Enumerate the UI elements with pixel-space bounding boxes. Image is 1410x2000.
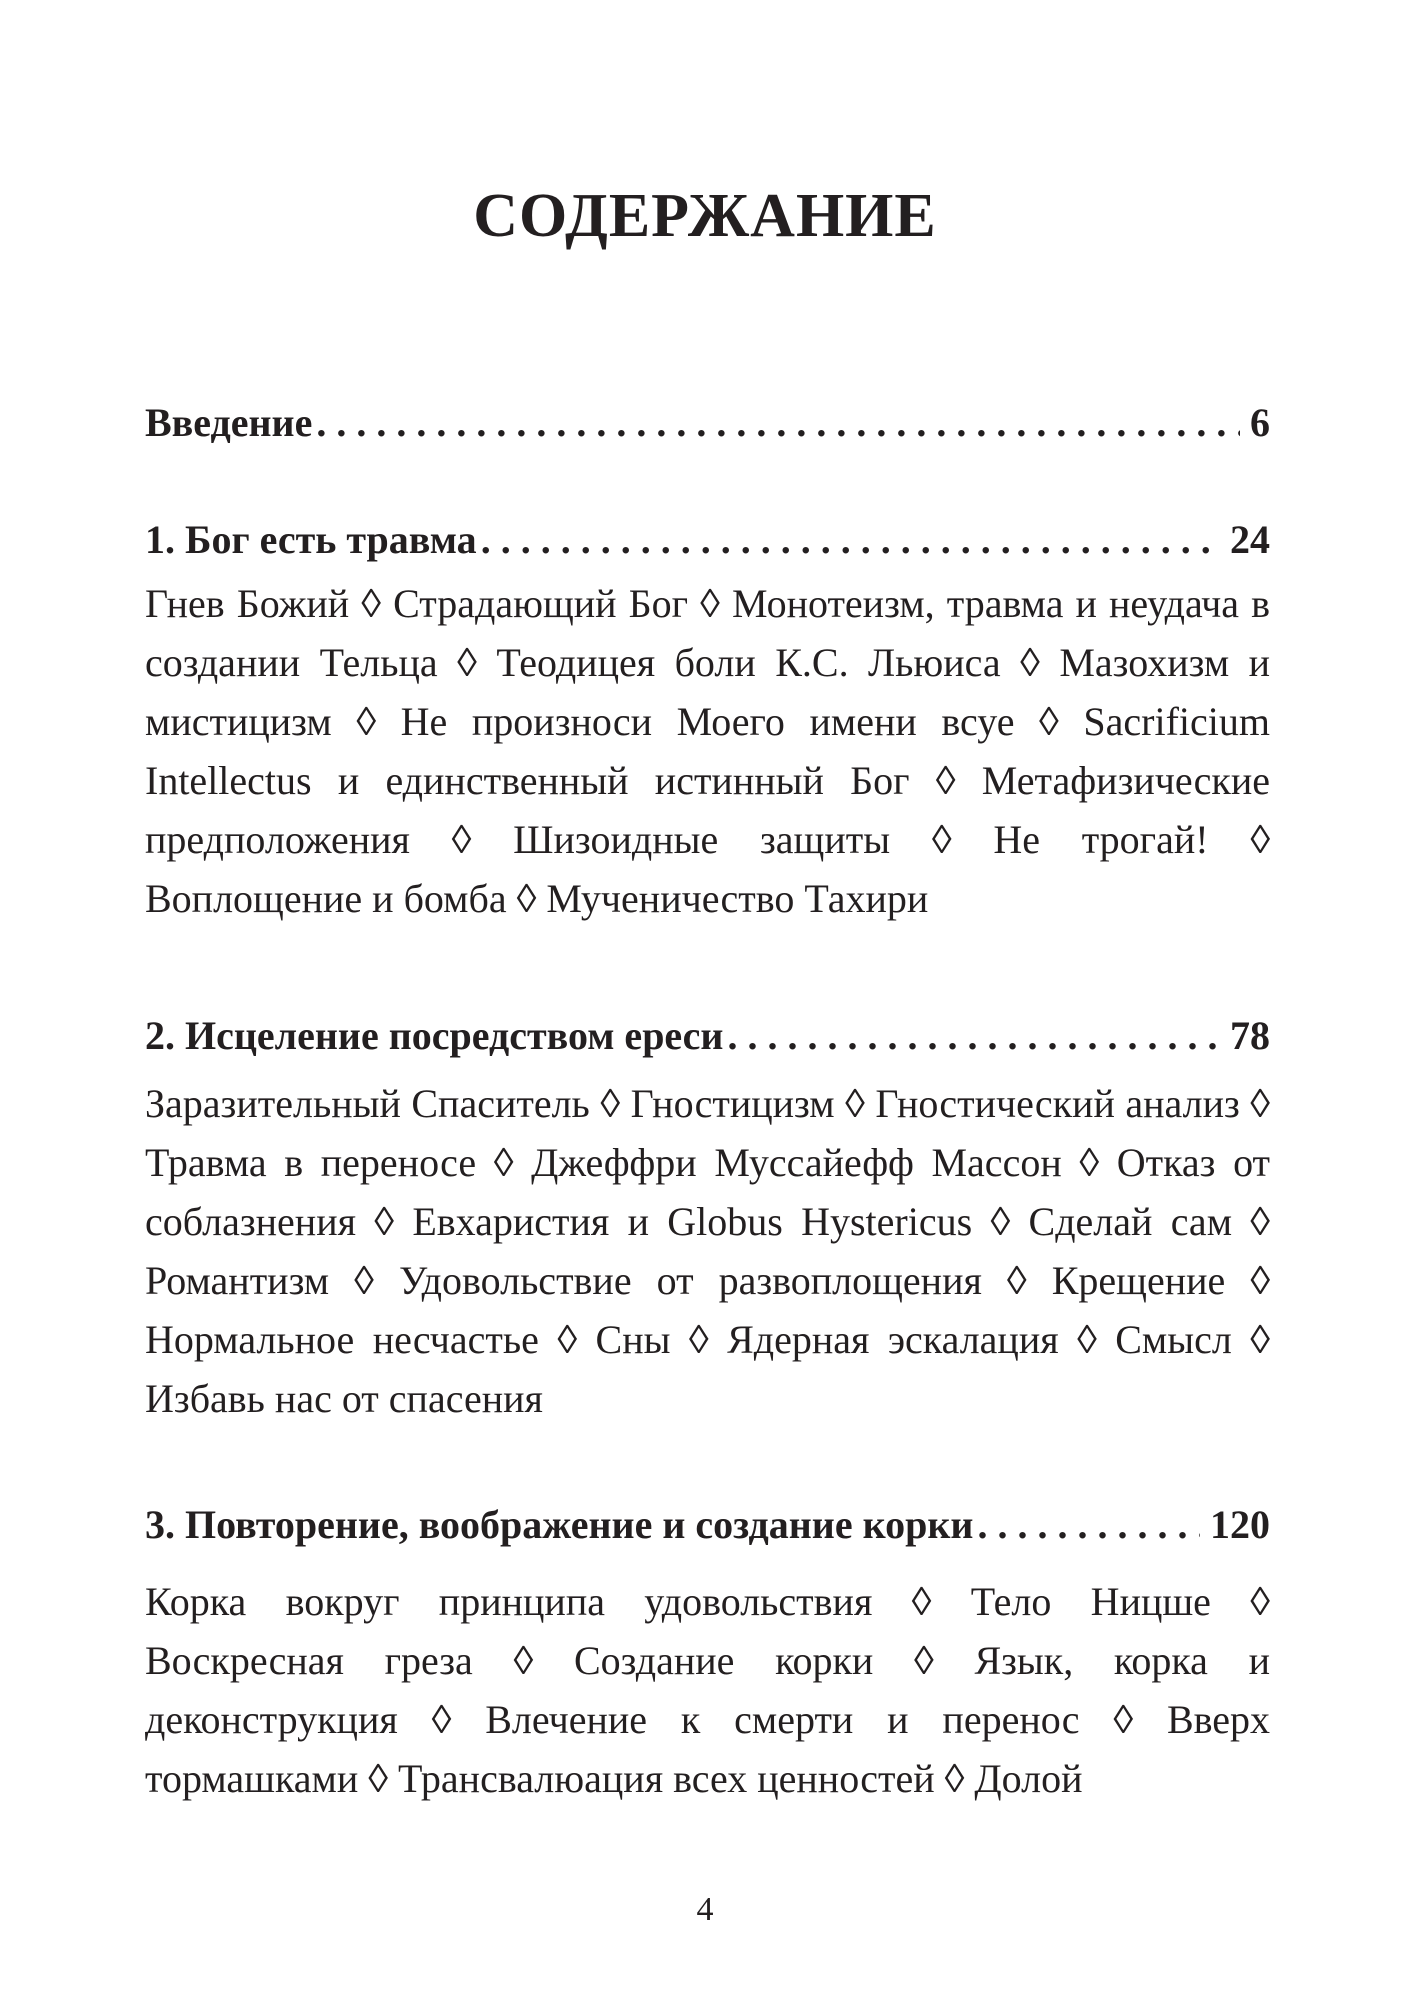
diamond-separator-icon: ◊ [368, 1756, 389, 1801]
toc-subtopic: Шизоидные защиты [513, 817, 891, 862]
diamond-separator-icon: ◊ [431, 1697, 452, 1742]
diamond-separator-icon: ◊ [1020, 640, 1040, 685]
toc-subtopic: Корка вокруг принципа удовольствия [145, 1579, 873, 1624]
diamond-separator-icon: ◊ [931, 817, 952, 862]
toc-entry-chapter-3 [145, 1497, 1270, 1553]
toc-subtopic: Гнев Божий [145, 581, 350, 626]
diamond-separator-icon: ◊ [1039, 699, 1059, 744]
diamond-separator-icon: ◊ [911, 1579, 932, 1624]
diamond-separator-icon: ◊ [1006, 1258, 1027, 1303]
toc-subtopic: Тело Ницше [970, 1579, 1211, 1624]
toc-subtopic: Sacrificium Intellectus и единственный истинный Бог [145, 699, 1271, 803]
diamond-separator-icon: ◊ [1250, 1258, 1271, 1303]
diamond-separator-icon: ◊ [944, 1756, 965, 1801]
diamond-separator-icon: ◊ [914, 1638, 934, 1683]
toc-subtopic: Метафизические предположения [145, 758, 1270, 862]
toc-subtopic: Создание корки [573, 1638, 874, 1683]
toc-subtopic: Гностицизм [630, 1081, 835, 1126]
toc-subtopic: Джеффри Муссайефф Массон [531, 1140, 1062, 1185]
toc-subtopic: Отказ от соблазнения [145, 1140, 1271, 1244]
toc-subtopic: Вверх тормашками [145, 1697, 1271, 1801]
toc-subtopic: Монотеизм, травма и неудача в создании Тельца [145, 581, 1271, 685]
toc-entry-introduction [145, 395, 1270, 451]
toc-subtopic: Избавь нас от спасения [145, 1376, 543, 1421]
diamond-separator-icon: ◊ [700, 581, 720, 626]
diamond-separator-icon: ◊ [935, 758, 956, 803]
diamond-separator-icon: ◊ [513, 1638, 534, 1683]
toc-subtopics-chapter-2 [145, 1074, 1270, 1428]
diamond-separator-icon: ◊ [1250, 1579, 1271, 1624]
toc-subtopic: Евхаристия и Globus Hystericus [412, 1199, 973, 1244]
diamond-separator-icon: ◊ [493, 1140, 514, 1185]
toc-subtopic: Удовольствие от развоплощения [398, 1258, 982, 1303]
toc-entry-label: 2. Исцеление посредством ереси [145, 1013, 724, 1058]
diamond-separator-icon: ◊ [354, 1258, 374, 1303]
toc-subtopic: Мазохизм и мистицизм [145, 640, 1271, 744]
dot-leader [477, 512, 1220, 568]
toc-subtopic: Смысл [1115, 1317, 1232, 1362]
dot-leader [973, 1497, 1200, 1553]
toc-entry-label: Введение [145, 400, 313, 445]
diamond-separator-icon: ◊ [1077, 1317, 1097, 1362]
toc-subtopic: Заразительный Спаситель [145, 1081, 590, 1126]
toc-subtopic: Ядерная эскалация [727, 1317, 1059, 1362]
diamond-separator-icon: ◊ [688, 1317, 709, 1362]
toc-subtopic: Язык, корка и деконструкция [145, 1638, 1270, 1742]
dot-leader [312, 395, 1240, 451]
toc-subtopic: Долой [974, 1756, 1083, 1801]
diamond-separator-icon: ◊ [990, 1199, 1011, 1244]
toc-entry-page: 120 [1210, 1502, 1270, 1547]
toc-entry-page: 24 [1230, 517, 1270, 562]
diamond-separator-icon: ◊ [1079, 1140, 1100, 1185]
toc-subtopic: Не произноси Моего имени всуе [400, 699, 1015, 744]
toc-entry-page: 78 [1230, 1013, 1270, 1058]
toc-subtopic: Крещение [1051, 1258, 1226, 1303]
diamond-separator-icon: ◊ [361, 581, 382, 626]
diamond-separator-icon: ◊ [356, 699, 377, 744]
toc-entry-chapter-1 [145, 512, 1270, 568]
toc-entry-label: 1. Бог есть травма [145, 517, 477, 562]
toc-subtopic: Теодицея боли К.С. Льюиса [496, 640, 1001, 685]
diamond-separator-icon: ◊ [374, 1199, 395, 1244]
toc-subtopic: Романтизм [145, 1258, 330, 1303]
toc-subtopics-chapter-1 [145, 574, 1270, 928]
diamond-separator-icon: ◊ [451, 817, 472, 862]
diamond-separator-icon: ◊ [600, 1081, 621, 1126]
toc-subtopic: Мученичество Тахири [546, 876, 929, 921]
toc-subtopic: Страдающий Бог [393, 581, 689, 626]
diamond-separator-icon: ◊ [1113, 1697, 1134, 1742]
diamond-separator-icon: ◊ [516, 876, 537, 921]
toc-entry-chapter-2 [145, 1008, 1270, 1064]
toc-subtopic: Сделай сам [1028, 1199, 1233, 1244]
dot-leader [723, 1008, 1220, 1064]
toc-entry-label: 3. Повторение, воображение и создание корки [145, 1502, 974, 1547]
diamond-separator-icon: ◊ [557, 1317, 578, 1362]
toc-subtopic: Травма в переносе [145, 1140, 477, 1185]
diamond-separator-icon: ◊ [845, 1081, 865, 1126]
toc-subtopic: Воплощение и бомба [145, 876, 507, 921]
diamond-separator-icon: ◊ [1250, 1317, 1271, 1362]
page-title: СОДЕРЖАНИЕ [473, 182, 937, 250]
diamond-separator-icon: ◊ [1250, 1081, 1271, 1126]
diamond-separator-icon: ◊ [1250, 817, 1271, 862]
toc-subtopic: Нормальное несчастье [145, 1317, 539, 1362]
toc-subtopics-chapter-3 [145, 1572, 1270, 1808]
toc-subtopic: Не трогай! [993, 817, 1209, 862]
toc-subtopic: Влечение к смерти и перенос [485, 1697, 1080, 1742]
diamond-separator-icon: ◊ [457, 640, 477, 685]
toc-subtopic: Воскресная греза [145, 1638, 473, 1683]
toc-subtopic: Гностический анализ [875, 1081, 1240, 1126]
toc-subtopic: Трансвалюация всех ценностей [398, 1756, 935, 1801]
toc-entry-page: 6 [1250, 400, 1270, 445]
diamond-separator-icon: ◊ [1250, 1199, 1271, 1244]
page-number: 4 [696, 1891, 714, 1928]
toc-subtopic: Сны [595, 1317, 671, 1362]
